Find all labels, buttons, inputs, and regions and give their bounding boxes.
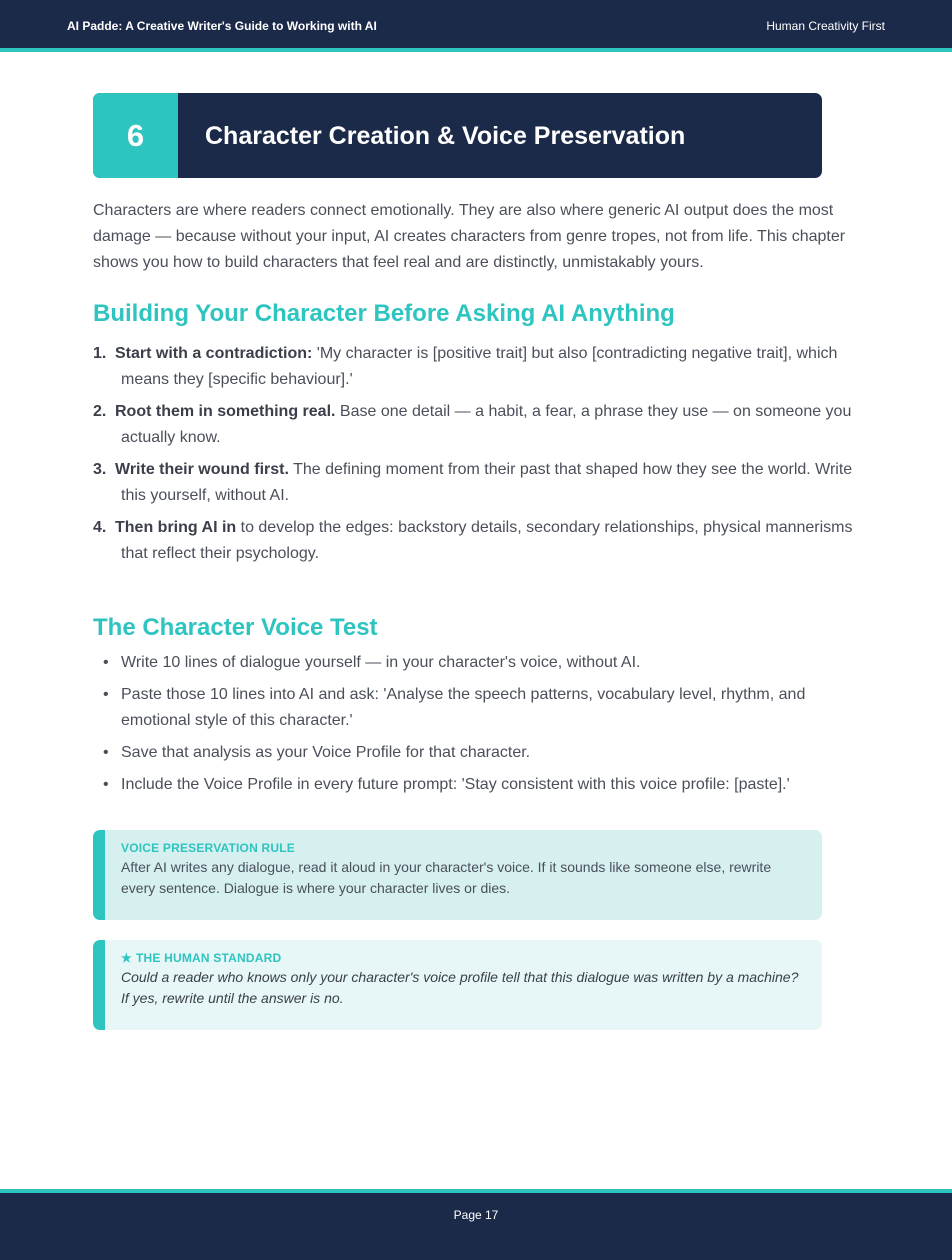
step-lead: Start with a contradiction: xyxy=(115,345,313,362)
header-accent-line xyxy=(0,48,952,52)
step-text: Base one detail — a habit, a fear, a phrase they use — on someone you actually know. xyxy=(121,403,852,446)
chapter-title: Character Creation & Voice Preservation xyxy=(205,122,686,150)
book-title: AI Padde: A Creative Writer's Guide to Working with AI xyxy=(67,19,377,33)
step-lead: Root them in something real. xyxy=(115,403,336,420)
step-lead: Write their wound first. xyxy=(115,461,289,478)
voice-test-list xyxy=(93,650,868,804)
character-steps-list xyxy=(93,341,868,573)
page-header xyxy=(0,0,952,48)
bullet-text: Include the Voice Profile in every future prompt: 'Stay consistent with this voice profile: [paste].' xyxy=(121,776,790,793)
step-text: to develop the edges: backstory details, secondary relationships, physical mannerisms that reflect their psychology. xyxy=(121,519,853,562)
step-number: 4. xyxy=(93,519,107,536)
bullet-icon: • xyxy=(103,686,109,703)
callout-accent-bar xyxy=(93,830,105,920)
list-item xyxy=(93,740,868,766)
bullet-text: Paste those 10 lines into AI and ask: 'Analyse the speech patterns, vocabulary level, rhythm, and emotional style of this character.' xyxy=(121,686,806,729)
chapter-number: 6 xyxy=(93,93,178,178)
human-standard-callout xyxy=(93,940,822,1030)
bullet-text: Write 10 lines of dialogue yourself — in your character's voice, without AI. xyxy=(121,654,641,671)
section-heading-voice: The Character Voice Test xyxy=(93,614,378,641)
callout-label-row xyxy=(121,951,281,965)
list-item xyxy=(93,515,868,567)
page-number: Page 17 xyxy=(453,1208,499,1222)
callout-text: Could a reader who knows only your character's voice profile tell that this dialogue was written by a machine? If yes, rewrite until the answer is no. xyxy=(121,969,799,1006)
list-item xyxy=(93,772,868,798)
chapter-intro: Characters are where readers connect emotionally. They are also where generic AI output does the most damage — because without your input, AI creates characters from genre tropes, not from life. This chapter shows you how to build characters that feel real and are distinctly, unmistakably yours. xyxy=(93,202,846,271)
section-heading-build: Building Your Character Before Asking AI Anything xyxy=(93,300,675,327)
step-text: The defining moment from their past that shaped how they see the world. Write this yourself, without AI. xyxy=(121,461,853,504)
page-footer xyxy=(0,1193,952,1260)
step-number: 3. xyxy=(93,461,107,478)
star-icon: ★ xyxy=(121,951,132,965)
step-text: 'My character is [positive trait] but also [contradicting negative trait], which means they [specific behaviour].' xyxy=(121,345,838,388)
callout-text: After AI writes any dialogue, read it aloud in your character's voice. If it sounds like someone else, rewrite every sentence. Dialogue is where your character lives or dies. xyxy=(121,859,772,896)
list-item xyxy=(93,650,868,676)
callout-label: THE HUMAN STANDARD xyxy=(135,951,282,965)
bullet-text: Save that analysis as your Voice Profile for that character. xyxy=(121,744,531,761)
bullet-icon: • xyxy=(103,776,109,793)
header-tagline: Human Creativity First xyxy=(766,19,885,33)
bullet-icon: • xyxy=(103,744,109,761)
list-item xyxy=(93,399,868,451)
list-item xyxy=(93,341,868,393)
list-item xyxy=(93,682,868,734)
chapter-banner xyxy=(93,93,822,178)
step-lead: Then bring AI in xyxy=(115,519,237,536)
list-item xyxy=(93,457,868,509)
step-number: 1. xyxy=(93,345,107,362)
callout-accent-bar xyxy=(93,940,105,1030)
voice-rule-callout xyxy=(93,830,822,920)
bullet-icon: • xyxy=(103,654,109,671)
step-number: 2. xyxy=(93,403,107,420)
callout-label: VOICE PRESERVATION RULE xyxy=(121,841,295,855)
